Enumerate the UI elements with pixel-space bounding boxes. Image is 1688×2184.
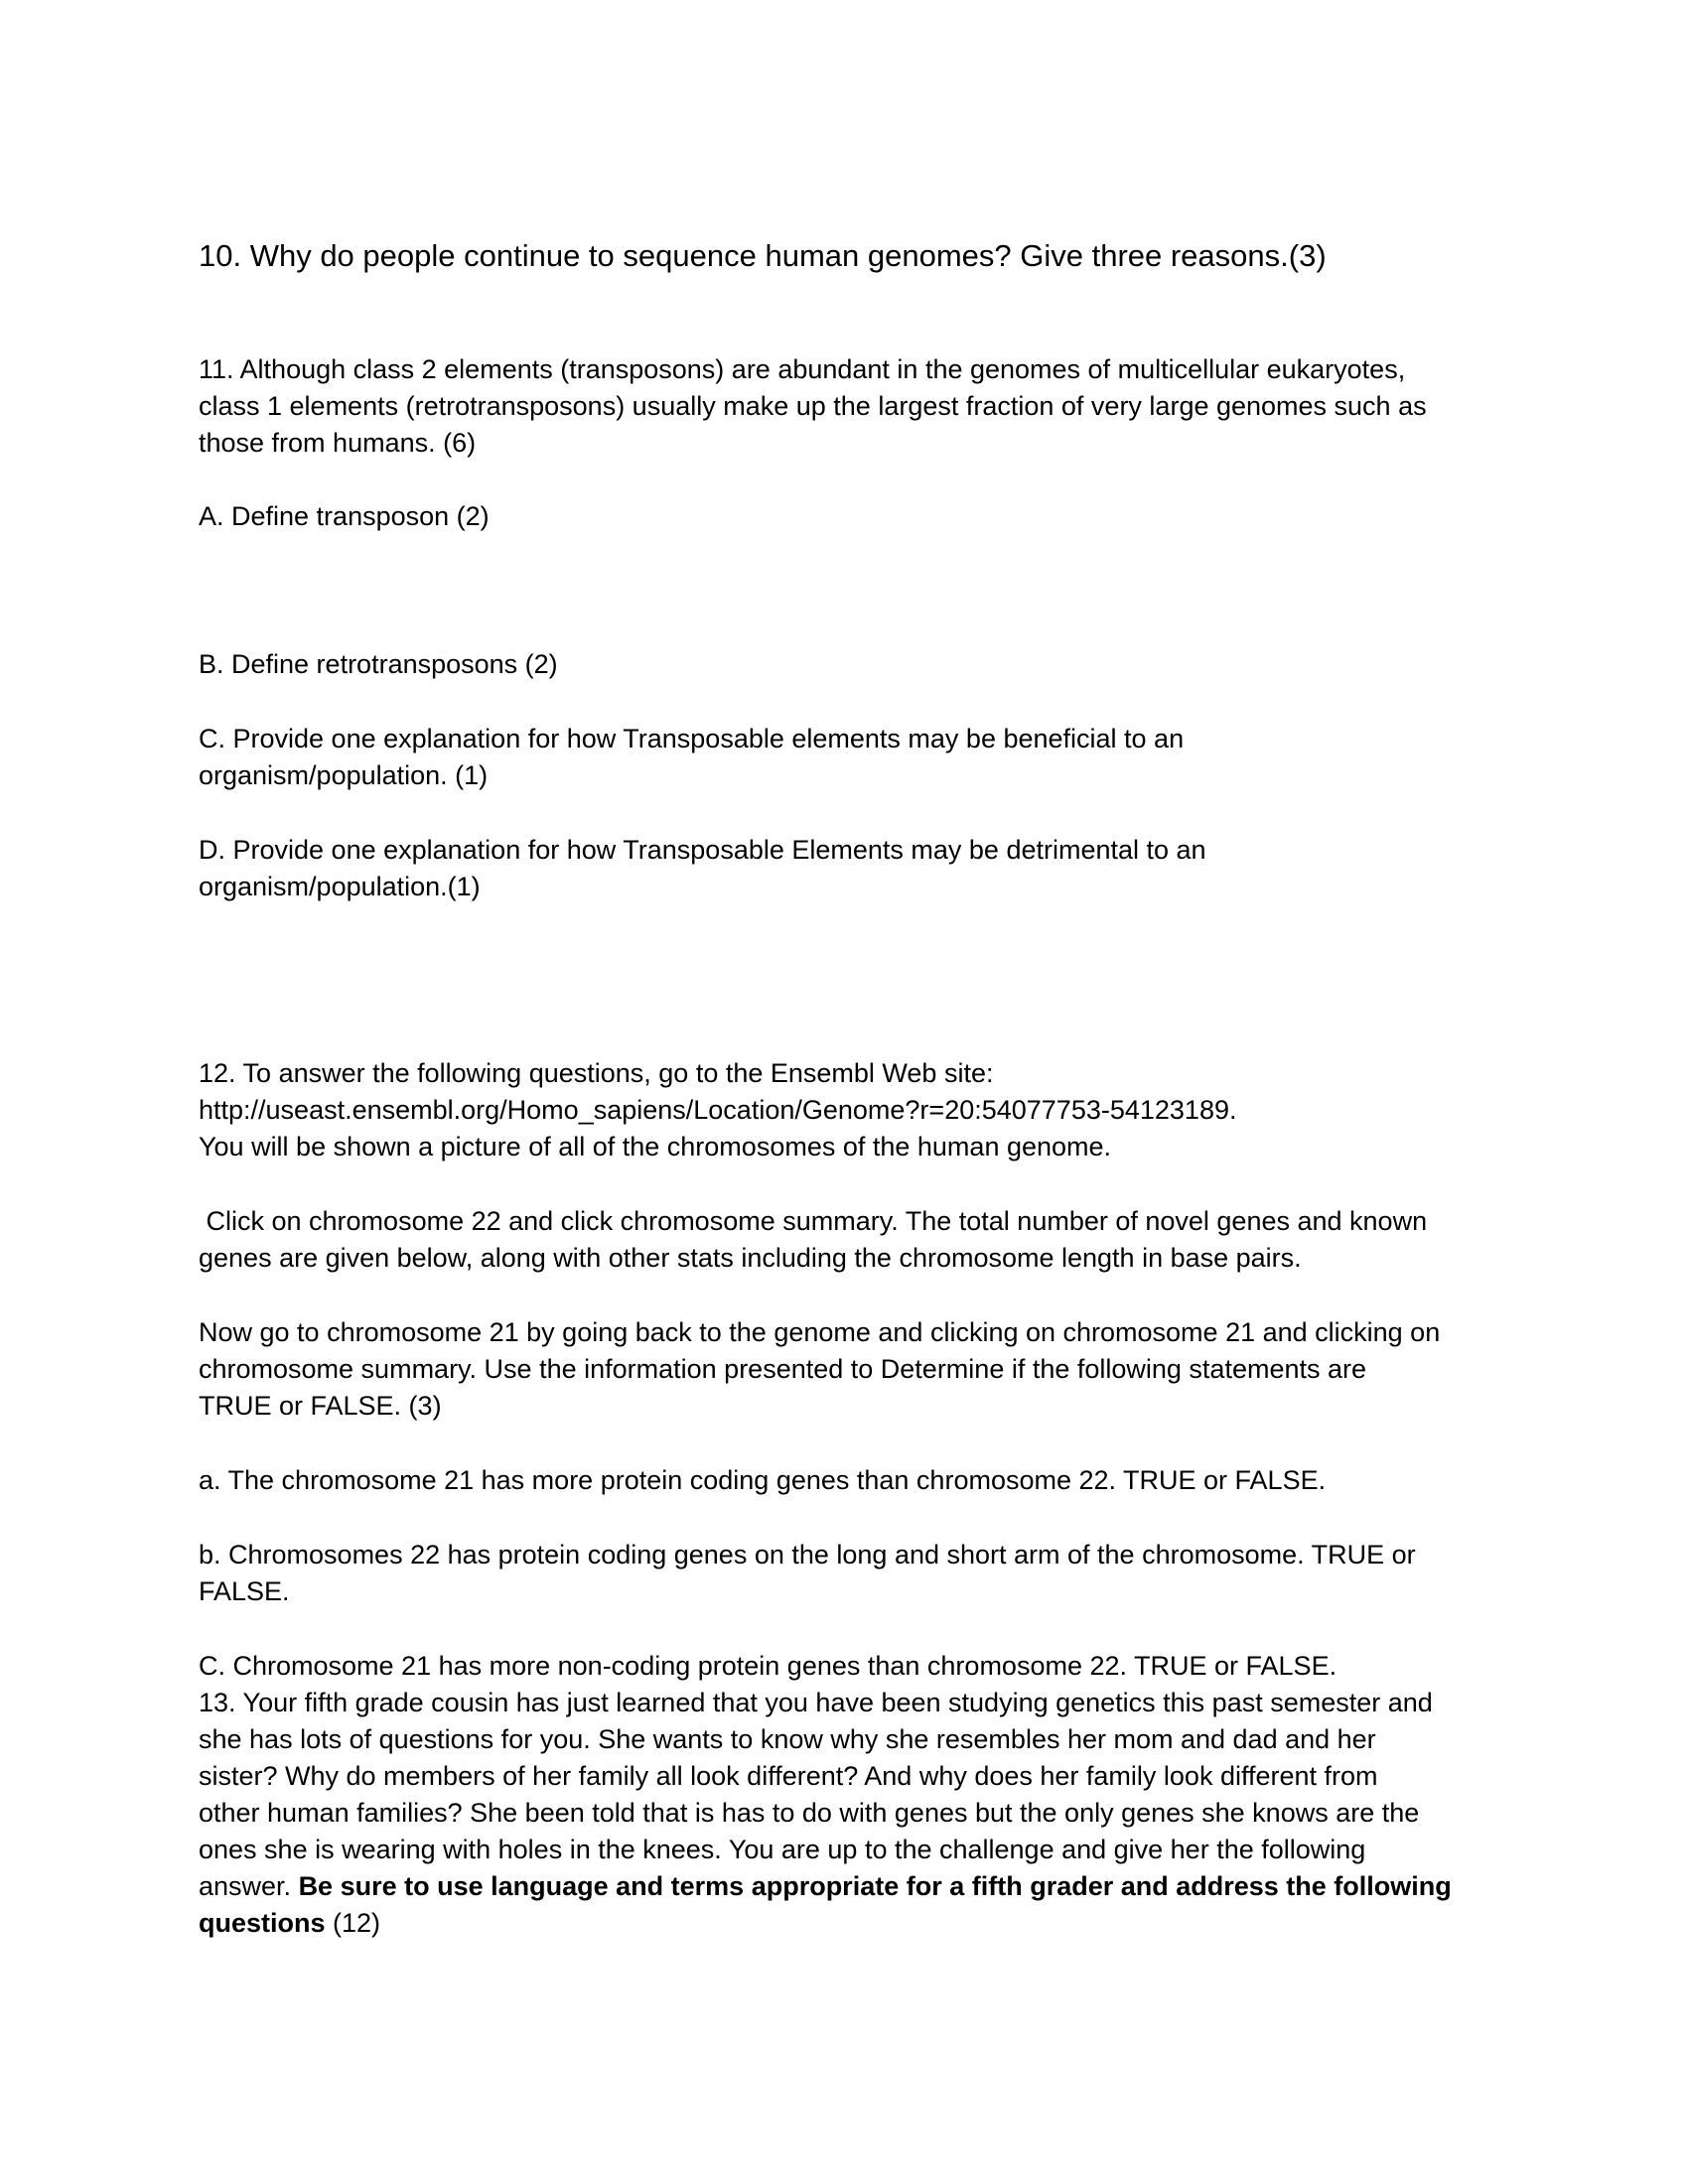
question-13-points: (12) <box>325 1908 381 1938</box>
question-12-url: http://useast.ensembl.org/Homo_sapiens/Location/Genome?r=20:54077753-54123189. <box>199 1095 1237 1125</box>
question-12-part-b-line-1: b. Chromosomes 22 has protein coding genes on the long and short arm of the chromosome. TRUE or <box>199 1540 1416 1570</box>
question-11-part-c-line-1: C. Provide one explanation for how Transposable elements may be beneficial to an <box>199 724 1185 753</box>
question-13-line-4: other human families? She been told that is has to do with genes but the only genes she knows are the <box>199 1798 1420 1828</box>
question-12-para2-line-2: genes are given below, along with other stats including the chromosome length in base pairs. <box>199 1243 1302 1273</box>
question-13-line-6 <box>199 1868 1509 1905</box>
question-11-part-b: B. Define retrotransposons (2) <box>199 649 558 679</box>
question-11-line-1: 11. Although class 2 elements (transposons) are abundant in the genomes of multicellular eukaryotes, <box>199 354 1406 384</box>
question-12-para2-line-1: Click on chromosome 22 and click chromosome summary. The total number of novel genes and known <box>199 1206 1428 1236</box>
question-12-para3-line-3: TRUE or FALSE. (3) <box>199 1391 442 1421</box>
question-11-line-2: class 1 elements (retrotransposons) usually make up the largest fraction of very large genomes such as <box>199 391 1427 421</box>
question-11-part-a: A. Define transposon (2) <box>199 501 490 531</box>
question-13-line-3: sister? Why do members of her family all look different? And why does her family look different from <box>199 1761 1378 1791</box>
question-11-line-3: those from humans. (6) <box>199 428 477 458</box>
question-11-part-d-line-1: D. Provide one explanation for how Transposable Elements may be detrimental to an <box>199 835 1206 865</box>
question-10: 10. Why do people continue to sequence human genomes? Give three reasons.(3) <box>199 238 1327 273</box>
question-12-para3-line-1: Now go to chromosome 21 by going back to the genome and clicking on chromosome 21 and clicking on <box>199 1317 1441 1347</box>
question-13-instruction-bold: Be sure to use language and terms appropriate for a fifth grader and address the following <box>298 1871 1452 1901</box>
question-13-line-7 <box>199 1905 1509 1942</box>
question-13-questions-bold: questions <box>199 1908 326 1938</box>
question-13-line-5: ones she is wearing with holes in the knees. You are up to the challenge and give her the following <box>199 1835 1366 1864</box>
question-13-line-2: she has lots of questions for you. She wants to know why she resembles her mom and dad and her <box>199 1724 1376 1754</box>
question-12-part-b-line-2: FALSE. <box>199 1576 290 1606</box>
question-12-part-c: C. Chromosome 21 has more non-coding protein genes than chromosome 22. TRUE or FALSE. <box>199 1651 1337 1681</box>
question-11-part-d-line-2: organism/population.(1) <box>199 872 481 901</box>
question-12-para3-line-2: chromosome summary. Use the information presented to Determine if the following statements are <box>199 1354 1367 1384</box>
question-12-intro-line-1: 12. To answer the following questions, go to the Ensembl Web site: <box>199 1058 994 1088</box>
question-12-intro-line-3: You will be shown a picture of all of the chromosomes of the human genome. <box>199 1132 1112 1161</box>
question-13-line-1: 13. Your fifth grade cousin has just learned that you have been studying genetics this past semester and <box>199 1688 1433 1717</box>
question-13-answer-label: answer. <box>199 1871 299 1901</box>
question-11-part-c-line-2: organism/population. (1) <box>199 760 489 790</box>
question-12-part-a: a. The chromosome 21 has more protein coding genes than chromosome 22. TRUE or FALSE. <box>199 1465 1327 1495</box>
